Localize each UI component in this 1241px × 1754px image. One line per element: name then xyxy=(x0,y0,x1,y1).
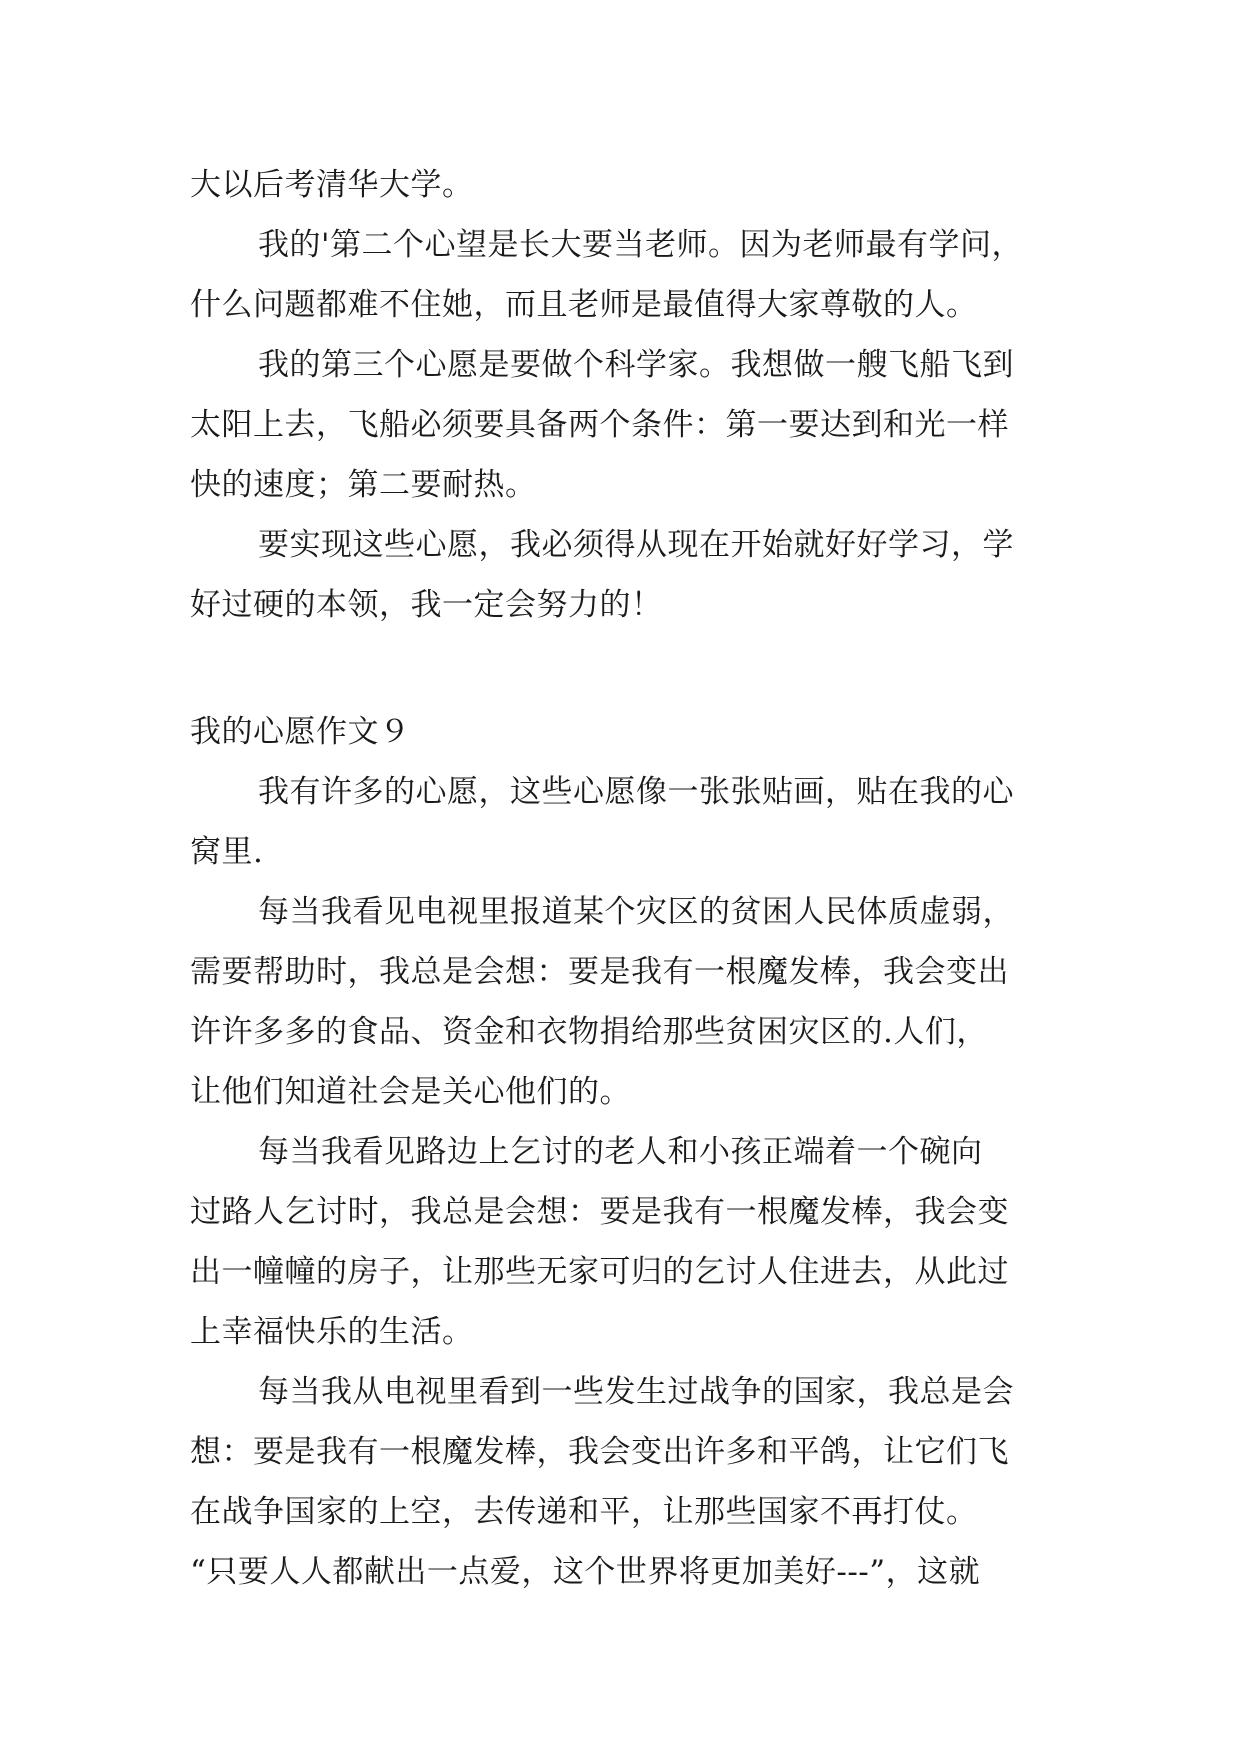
text-line: 大以后考清华大学。 xyxy=(190,167,474,203)
text-line: 太阳上去，飞船必须要具备两个条件：第一要达到和光一样 xyxy=(190,407,1009,443)
text-line: 什么问题都难不住她，而且老师是最值得大家尊敬的人。 xyxy=(190,287,978,323)
text-line: “只要人人都献出一点爱，这个世界将更加美好---”，这就 xyxy=(190,1554,981,1590)
paragraph-start-line: 我有许多的心愿，这些心愿像一张张贴画，贴在我的心 xyxy=(258,774,1014,810)
text-line: 快的速度；第二要耐热。 xyxy=(190,467,537,503)
paragraph-start-line: 每当我看见电视里报道某个灾区的贫困人民体质虚弱， xyxy=(258,894,1014,930)
text-line: 需要帮助时，我总是会想：要是我有一根魔发棒，我会变出 xyxy=(190,954,1009,990)
text-line: 许许多多的食品、资金和衣物捐给那些贫困灾区的.人们， xyxy=(190,1014,988,1050)
text-line: 窝里. xyxy=(190,834,264,870)
text-column xyxy=(190,155,1060,1602)
text-line: 在战争国家的上空，去传递和平，让那些国家不再打仗。 xyxy=(190,1494,978,1530)
text-line: 过路人乞讨时，我总是会想：要是我有一根魔发棒，我会变 xyxy=(190,1194,1009,1230)
text-line: 出一幢幢的房子，让那些无家可归的乞讨人住进去，从此过 xyxy=(190,1254,1009,1290)
text-line: 好过硬的本领，我一定会努力的！ xyxy=(190,587,663,623)
text-line: 想：要是我有一根魔发棒，我会变出许多和平鸽，让它们飞 xyxy=(190,1434,1009,1470)
essay-title: 我的心愿作文９ xyxy=(190,714,411,750)
paragraph-start-line: 每当我从电视里看到一些发生过战争的国家，我总是会 xyxy=(258,1374,1014,1410)
section-gap xyxy=(190,635,1060,702)
paragraph-start-line: 我的第三个心愿是要做个科学家。我想做一艘飞船飞到 xyxy=(258,347,1014,383)
paragraph-start-line: 每当我看见路边上乞讨的老人和小孩正端着一个碗向 xyxy=(258,1134,983,1170)
text-line: 上幸福快乐的生活。 xyxy=(190,1314,474,1350)
text-line: 让他们知道社会是关心他们的。 xyxy=(190,1074,631,1110)
paragraph-start-line: 我的'第二个心望是长大要当老师。因为老师最有学问， xyxy=(258,227,1024,263)
paragraph-start-line: 要实现这些心愿，我必须得从现在开始就好好学习，学 xyxy=(258,527,1014,563)
